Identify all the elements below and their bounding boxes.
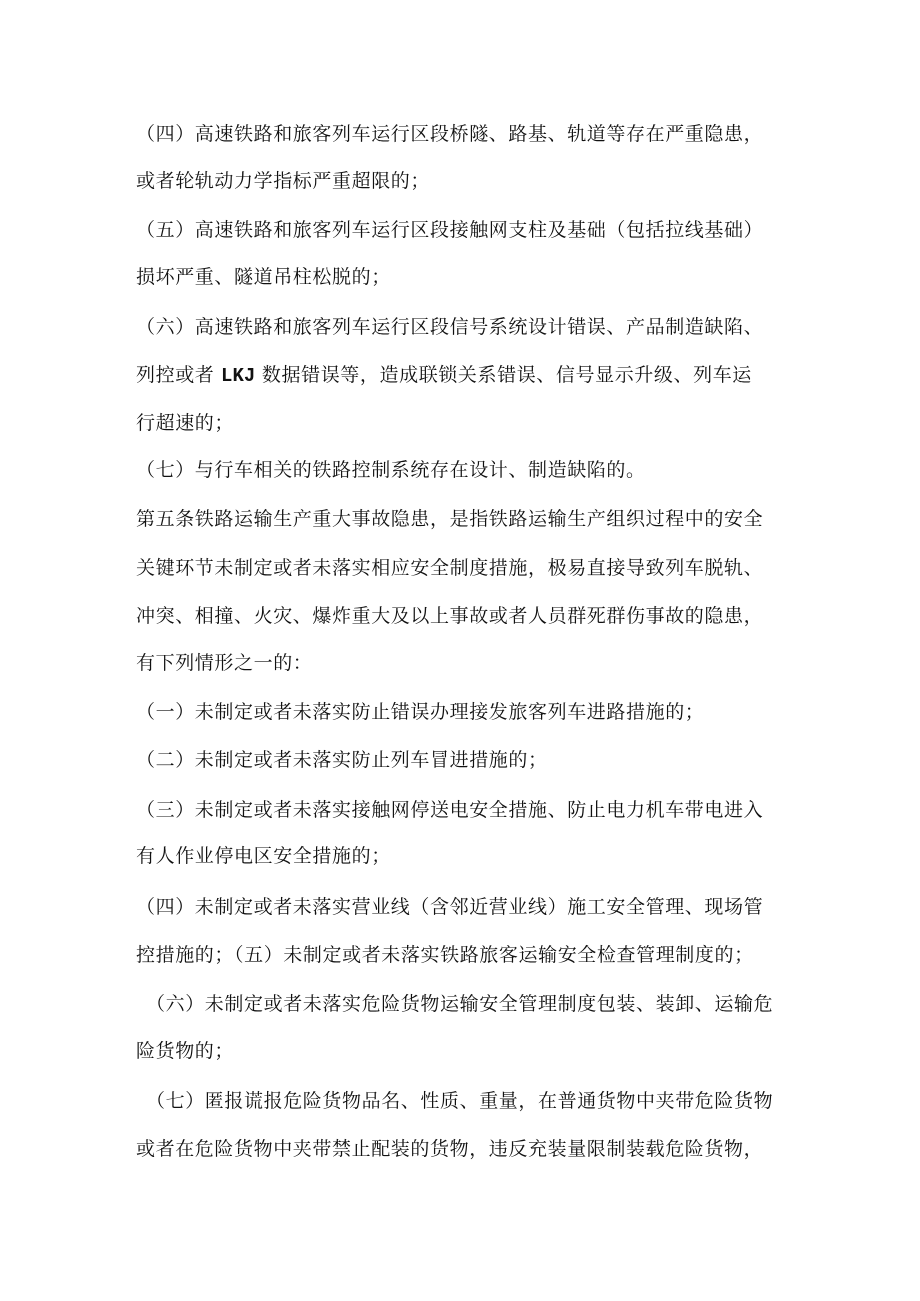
text-line: 关键环节未制定或者未落实相应安全制度措施，极易直接导致列车脱轨、 xyxy=(136,557,764,579)
text-line: （三）未制定或者未落实接触网停送电安全措施、防止电力机车带电进入 xyxy=(136,799,764,821)
text-segment: 数据错误等，造成联锁关系错误、信号显示升级、列车运 xyxy=(255,364,752,386)
text-line: （六）高速铁路和旅客列车运行区段信号系统设计错误、产品制造缺陷、 xyxy=(136,316,764,338)
text-line: （七）匿报谎报危险货物品名、性质、重量，在普通货物中夹带危险货物 xyxy=(146,1090,774,1112)
text-line: （四）未制定或者未落实营业线（含邻近营业线）施工安全管理、现场管 xyxy=(136,896,764,918)
text-line: 冲突、相撞、火灾、爆炸重大及以上事故或者人员群死群伤事故的隐患， xyxy=(136,605,764,627)
text-line: （四）高速铁路和旅客列车运行区段桥隧、路基、轨道等存在严重隐患， xyxy=(136,123,764,145)
text-line: 第五条铁路运输生产重大事故隐患，是指铁路运输生产组织过程中的安全 xyxy=(136,508,764,530)
text-line: 险货物的； xyxy=(136,1040,235,1062)
text-line: （五）高速铁路和旅客列车运行区段接触网支柱及基础（包括拉线基础） xyxy=(136,219,764,241)
text-segment: 列控或者 xyxy=(136,364,222,386)
text-line: 控措施的；（五）未制定或者未落实铁路旅客运输安全检查管理制度的； xyxy=(136,944,754,966)
text-line: 或者轮轨动力学指标严重超限的； xyxy=(136,170,431,192)
text-line: （七）与行车相关的铁路控制系统存在设计、制造缺陷的。 xyxy=(136,459,646,481)
text-line xyxy=(136,357,920,393)
text-line: 行超速的； xyxy=(136,412,235,434)
text-line: （二）未制定或者未落实防止列车冒进措施的； xyxy=(136,749,548,771)
text-line: 有下列情形之一的： xyxy=(136,652,313,674)
text-line: （六）未制定或者未落实危险货物运输安全管理制度包装、装卸、运输危 xyxy=(146,993,774,1015)
text-line: 或者在危险货物中夹带禁止配装的货物，违反充装量限制装载危险货物， xyxy=(136,1138,764,1160)
text-line: （一）未制定或者未落实防止错误办理接发旅客列车进路措施的； xyxy=(136,701,705,723)
text-line: 有人作业停电区安全措施的； xyxy=(136,845,391,867)
text-line: 损坏严重、隧道吊柱松脱的； xyxy=(136,266,391,288)
lkj-term: LKJ xyxy=(221,365,256,387)
